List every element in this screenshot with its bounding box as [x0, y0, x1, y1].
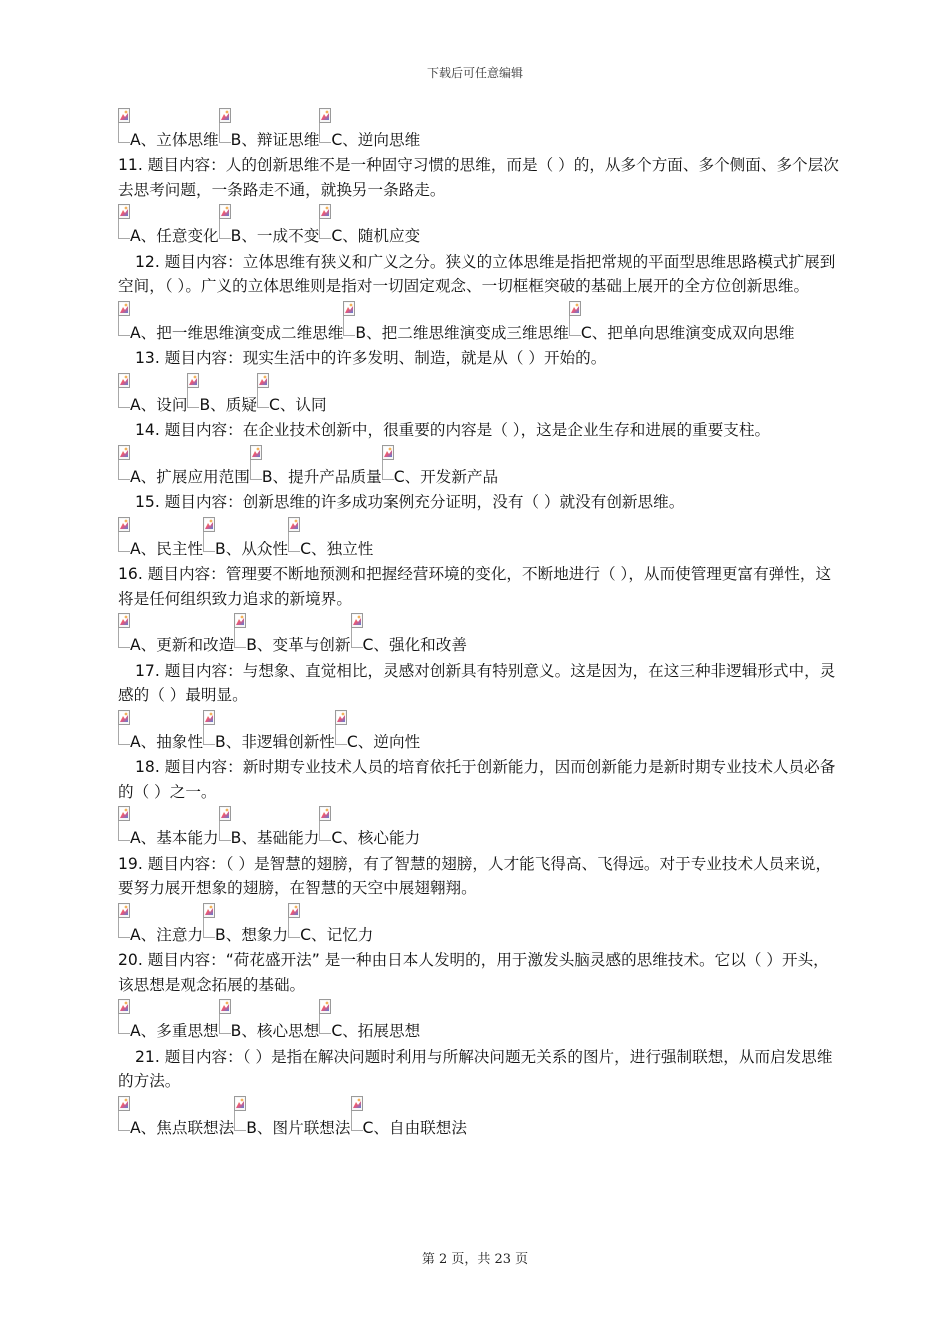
option-label: C、把单向思维演变成双向思维 [580, 323, 795, 342]
option-label: C、强化和改善 [362, 636, 467, 654]
broken-image-icon [319, 806, 332, 844]
answer-option[interactable] [118, 540, 203, 558]
answer-options [118, 708, 840, 755]
answer-options [118, 443, 840, 490]
answer-options [118, 1094, 840, 1141]
question-text: 17. 题目内容：与想象、直觉相比，灵感对创新具有特别意义。这是因为，在这三种非逻辑形式中，灵感的（ ）最明显。 [118, 661, 836, 704]
option-label: B、核心思想 [230, 1022, 320, 1040]
broken-image-icon [118, 301, 131, 339]
answer-options [118, 106, 840, 153]
answer-options [118, 371, 840, 418]
answer-option[interactable] [219, 829, 320, 847]
broken-image-icon [382, 445, 395, 483]
answer-option[interactable] [203, 540, 288, 558]
broken-image-icon [219, 999, 232, 1037]
answer-option[interactable] [203, 926, 288, 944]
option-label: A、注意力 [130, 925, 204, 944]
option-label: C、拓展思想 [331, 1022, 421, 1040]
option-label: B、基础能力 [230, 829, 320, 847]
option-label: C、逆向性 [346, 732, 421, 751]
answer-option[interactable] [118, 324, 343, 342]
option-label: B、质疑 [199, 395, 257, 414]
question-text: 15. 题目内容：创新思维的许多成功案例充分证明，没有（ ）就没有创新思维。 [135, 493, 685, 511]
option-label: B、非逻辑创新性 [215, 732, 335, 751]
answer-option[interactable] [319, 1022, 420, 1040]
option-label: C、开发新产品 [393, 467, 499, 486]
option-label: A、任意变化 [130, 227, 219, 245]
answer-option[interactable] [187, 396, 256, 414]
question-text: 16. 题目内容：管理要不断地预测和把握经营环境的变化，不断地进行（ ），从而使管理更富有弹性，这将是任何组织致力追求的新境界。 [118, 565, 832, 608]
broken-image-icon [257, 373, 270, 411]
option-label: A、民主性 [130, 539, 204, 558]
broken-image-icon [335, 710, 348, 748]
page-footer: 第 2 页，共 23 页 [421, 1252, 529, 1267]
option-label: C、核心能力 [331, 829, 421, 847]
broken-image-icon [118, 204, 131, 242]
answer-option[interactable] [118, 829, 219, 847]
answer-option[interactable] [343, 324, 568, 342]
broken-image-icon [187, 373, 200, 411]
broken-image-icon [118, 710, 131, 748]
question-text: 11. 题目内容：人的创新思维不是一种固守习惯的思维，而是（ ）的，从多个方面、多个侧面、多个层次去思考问题，一条路走不通，就换另一条路走。 [118, 156, 839, 199]
option-label: A、扩展应用范围 [130, 467, 250, 486]
broken-image-icon [118, 108, 131, 146]
page-header: 下载后可任意编辑 [426, 66, 523, 80]
broken-image-icon [234, 1096, 247, 1134]
answer-options [118, 299, 840, 346]
answer-option[interactable] [351, 1119, 467, 1137]
broken-image-icon [250, 445, 263, 483]
broken-image-icon [234, 613, 247, 651]
broken-image-icon [219, 806, 232, 844]
broken-image-icon [118, 517, 131, 555]
option-label: A、抽象性 [130, 732, 204, 751]
answer-options [118, 997, 840, 1044]
option-label: B、把二维思维演变成三维思维 [355, 323, 569, 342]
answer-option[interactable] [351, 636, 467, 654]
answer-option[interactable] [118, 636, 234, 654]
option-label: A、设问 [130, 395, 188, 414]
question-text: 21. 题目内容：（ ）是指在解决问题时利用与所解决问题无关系的图片，进行强制联想，从而启发思维的方法。 [118, 1047, 833, 1090]
broken-image-icon [343, 301, 356, 339]
answer-option[interactable] [319, 131, 420, 149]
answer-option[interactable] [219, 1022, 320, 1040]
answer-option[interactable] [118, 1022, 219, 1040]
answer-options [118, 901, 840, 948]
answer-option[interactable] [234, 1119, 350, 1137]
option-label: A、基本能力 [130, 829, 219, 847]
broken-image-icon [203, 517, 216, 555]
broken-image-icon [219, 204, 232, 242]
answer-option[interactable] [288, 540, 373, 558]
broken-image-icon [118, 445, 131, 483]
broken-image-icon [288, 903, 301, 941]
option-label: A、焦点联想法 [130, 1118, 235, 1137]
exam-content [118, 104, 840, 1140]
answer-option[interactable] [118, 1119, 234, 1137]
answer-option[interactable] [118, 396, 187, 414]
question-text: 18. 题目内容：新时期专业技术人员的培育依托于创新能力，因而创新能力是新时期专业技术人员必备的（ ）之一。 [118, 758, 836, 801]
question-text: 12. 题目内容：立体思维有狭义和广义之分。狭义的立体思维是指把常规的平面型思维思路模式扩展到空间，（ ）。广义的立体思维则是指对一切固定观念、一切框框突破的基础上展开的全方位创新思维。 [118, 252, 836, 295]
answer-option[interactable] [118, 733, 203, 751]
broken-image-icon [118, 903, 131, 941]
option-label: B、从众性 [215, 539, 289, 558]
broken-image-icon [118, 373, 131, 411]
answer-option[interactable] [382, 468, 498, 486]
broken-image-icon [351, 1096, 364, 1134]
broken-image-icon [288, 517, 301, 555]
question-text: 14. 题目内容：在企业技术创新中，很重要的内容是（ ），这是企业生存和进展的重要支柱。 [135, 421, 771, 439]
answer-option[interactable] [118, 227, 219, 245]
answer-options [118, 611, 840, 658]
option-label: A、立体思维 [130, 130, 219, 149]
option-label: B、图片联想法 [246, 1118, 351, 1137]
option-label: B、辩证思维 [230, 130, 320, 149]
option-label: C、自由联想法 [362, 1118, 467, 1137]
option-label: C、独立性 [300, 539, 374, 558]
answer-options [118, 202, 840, 249]
broken-image-icon [118, 1096, 131, 1134]
answer-option[interactable] [234, 636, 350, 654]
broken-image-icon [118, 806, 131, 844]
answer-option[interactable] [118, 131, 219, 149]
broken-image-icon [351, 613, 364, 651]
answer-option[interactable] [257, 396, 327, 414]
option-label: B、提升产品质量 [261, 467, 382, 486]
broken-image-icon [118, 999, 131, 1037]
answer-option[interactable] [250, 468, 382, 486]
question-text: 19. 题目内容：（ ）是智慧的翅膀，有了智慧的翅膀，人才能飞得高、飞得远。对于专业技术人员来说，要努力展开想象的翅膀，在智慧的天空中展翅翱翔。 [118, 854, 832, 897]
broken-image-icon [203, 710, 216, 748]
answer-option[interactable] [118, 926, 203, 944]
option-label: C、随机应变 [331, 227, 421, 245]
broken-image-icon [319, 204, 332, 242]
answer-option[interactable] [203, 733, 335, 751]
option-label: C、记忆力 [300, 925, 374, 944]
option-label: B、变革与创新 [246, 636, 351, 654]
question-text: 20. 题目内容：“荷花盛开法” 是一种由日本人发明的，用于激发头脑灵感的思维技术。它以（ ）开头，该思想是观念拓展的基础。 [118, 951, 829, 994]
answer-option[interactable] [319, 829, 420, 847]
option-label: B、一成不变 [230, 227, 320, 245]
answer-option[interactable] [319, 227, 420, 245]
answer-options [118, 804, 840, 851]
answer-option[interactable] [335, 733, 420, 751]
option-label: B、想象力 [215, 925, 289, 944]
option-label: A、更新和改造 [130, 636, 235, 654]
option-label: C、认同 [268, 395, 327, 414]
broken-image-icon [203, 903, 216, 941]
question-text: 13. 题目内容：现实生活中的许多发明、制造，就是从（ ）开始的。 [135, 349, 607, 367]
broken-image-icon [118, 613, 131, 651]
answer-option[interactable] [219, 131, 320, 149]
answer-option[interactable] [569, 324, 795, 342]
option-label: A、把一维思维演变成二维思维 [130, 323, 344, 342]
answer-options [118, 515, 840, 562]
broken-image-icon [219, 108, 232, 146]
option-label: C、逆向思维 [331, 130, 421, 149]
broken-image-icon [319, 999, 332, 1037]
answer-option[interactable] [288, 926, 373, 944]
option-label: A、多重思想 [130, 1022, 219, 1040]
answer-option[interactable] [219, 227, 320, 245]
broken-image-icon [569, 301, 582, 339]
broken-image-icon [319, 108, 332, 146]
answer-option[interactable] [118, 468, 250, 486]
